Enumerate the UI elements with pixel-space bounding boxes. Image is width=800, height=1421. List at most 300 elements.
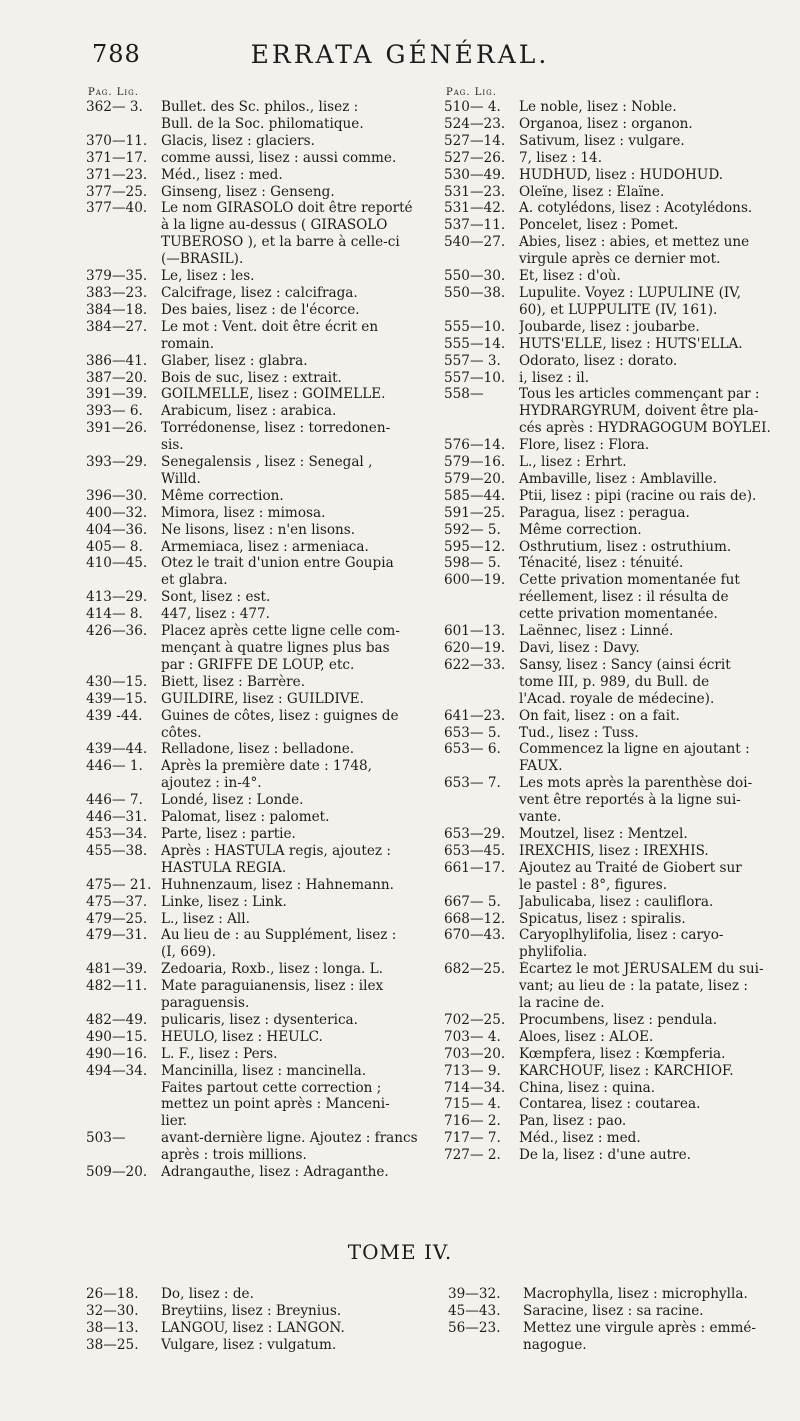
correction-line: China, lisez : quina.	[519, 1079, 656, 1096]
page-line-reference: 455—38.	[86, 842, 148, 859]
page-line-reference: 713— 9.	[444, 1062, 501, 1079]
correction-line: Spicatus, lisez : spiralis.	[519, 910, 686, 927]
errata-entry	[444, 894, 789, 911]
correction-line: paraguensis.	[161, 995, 250, 1012]
running-title: ERRATA GÉNÉRAL.	[250, 40, 550, 69]
page-line-reference: 393— 6.	[86, 403, 143, 420]
page-line-reference: 601—13.	[444, 623, 506, 640]
page-line-reference: 555—14.	[444, 335, 506, 352]
page-line-reference: 410—45.	[86, 555, 148, 572]
errata-entry	[444, 1096, 789, 1113]
correction-line: Willd.	[161, 470, 201, 487]
correction-line: Bois de suc, lisez : extrait.	[161, 369, 342, 386]
correction-text	[161, 911, 431, 928]
correction-text	[519, 826, 789, 843]
correction-line: Après : HASTULA regis, ajoutez :	[161, 842, 391, 859]
correction-line: romain.	[161, 335, 215, 352]
correction-line: FAUX.	[519, 758, 563, 775]
correction-line: cés après : HYDRAGOGUM BOYLEI.	[519, 420, 771, 437]
correction-line: Le, lisez : les.	[161, 268, 255, 285]
page-line-reference: 557—10.	[444, 369, 506, 386]
errata-entry	[86, 961, 431, 978]
errata-entry	[444, 911, 789, 928]
correction-line: 447, lisez : 477.	[161, 606, 270, 623]
correction-line: pulicaris, lisez : dysenterica.	[161, 1011, 358, 1028]
errata-entry	[444, 1012, 789, 1029]
correction-line: Glaber, lisez : glabra.	[161, 352, 308, 369]
page-line-reference: 393—29.	[86, 454, 148, 471]
correction-line: Oleïne, lisez : Élaïne.	[519, 183, 665, 200]
errata-entry	[444, 437, 789, 454]
correction-text	[519, 505, 789, 522]
correction-line: Le mot : Vent. doit être écrit en	[161, 318, 379, 335]
correction-line: Odorato, lisez : dorato.	[519, 352, 678, 369]
page-line-reference: 557— 3.	[444, 352, 501, 369]
errata-entry	[444, 1046, 789, 1063]
page-line-reference: 490—15.	[86, 1028, 148, 1045]
correction-line: Guines de côtes, lisez : guignes de	[161, 707, 399, 724]
page-line-reference: 405— 8.	[86, 538, 143, 555]
correction-text	[519, 488, 789, 505]
page-line-reference: 555—10.	[444, 318, 506, 335]
correction-text	[519, 200, 789, 217]
correction-line: Saracine, lisez : sa racine.	[523, 1302, 704, 1319]
errata-list	[448, 1286, 793, 1354]
correction-text	[161, 420, 431, 454]
correction-text	[161, 505, 431, 522]
correction-text	[519, 1113, 789, 1130]
section-heading: TOME IV.	[347, 1240, 453, 1264]
correction-line: Calcifrage, lisez : calcifraga.	[161, 284, 358, 301]
page-line-reference: 391—26.	[86, 420, 148, 437]
correction-line: Mancinilla, lisez : mancinella.	[161, 1062, 367, 1079]
correction-line: Ajoutez au Traité de Giobert sur	[519, 859, 742, 876]
page-line-reference: 475—37.	[86, 893, 148, 910]
correction-line: GUILDIRE, lisez : GUILDIVE.	[161, 690, 364, 707]
errata-entry	[444, 234, 789, 268]
correction-text	[161, 1320, 431, 1337]
page-line-reference: 404—36.	[86, 521, 148, 538]
errata-entry	[444, 1147, 789, 1164]
correction-line: Sansy, lisez : Sancy (ainsi écrit	[519, 656, 731, 673]
errata-entry	[86, 911, 431, 928]
errata-entry	[448, 1303, 793, 1320]
correction-line: De la, lisez : d'une autre.	[519, 1147, 691, 1164]
errata-entry	[86, 894, 431, 911]
correction-text	[519, 539, 789, 556]
errata-entry	[86, 370, 431, 387]
correction-text	[519, 116, 789, 133]
errata-entry	[444, 217, 789, 234]
errata-entry	[444, 860, 789, 894]
correction-text	[519, 234, 789, 268]
errata-entry	[444, 572, 789, 623]
page-line-reference: 446—31.	[86, 809, 148, 826]
column-heading: Pag. Lig.	[446, 87, 497, 98]
correction-line: L. F., lisez : Pers.	[161, 1045, 278, 1062]
correction-line: Pan, lisez : pao.	[519, 1113, 627, 1130]
page-line-reference: 527—26.	[444, 149, 506, 166]
page-line-reference: 38—25.	[86, 1336, 139, 1353]
page-line-reference: 592— 5.	[444, 521, 501, 538]
correction-text	[161, 539, 431, 556]
correction-line: Aloes, lisez : ALOE.	[519, 1028, 654, 1045]
correction-line: Tud., lisez : Tuss.	[519, 724, 639, 741]
correction-line: Au lieu de : au Supplément, lisez :	[161, 927, 397, 944]
correction-text	[519, 1046, 789, 1063]
page-line-reference: 641—23.	[444, 707, 506, 724]
correction-text	[161, 708, 431, 742]
correction-line: Mate paraguianensis, lisez : ilex	[161, 978, 384, 995]
page-line-reference: 39—32.	[448, 1286, 501, 1302]
correction-text	[161, 826, 431, 843]
page-line-reference: 45—43.	[448, 1302, 501, 1319]
errata-entry	[86, 285, 431, 302]
correction-text	[519, 961, 789, 1012]
correction-text	[519, 927, 789, 961]
correction-line: Relladone, lisez : belladone.	[161, 741, 355, 758]
correction-line: ajoutez : in-4°.	[161, 775, 262, 792]
page-line-reference: 38—13.	[86, 1319, 139, 1336]
correction-line: Mimora, lisez : mimosa.	[161, 504, 326, 521]
errata-entry	[86, 522, 431, 539]
correction-line: IREXCHIS, lisez : IREXHIS.	[519, 842, 709, 859]
errata-entry	[86, 268, 431, 285]
correction-text	[519, 1012, 789, 1029]
correction-text	[161, 978, 431, 1012]
correction-text	[161, 133, 431, 150]
correction-line: Et, lisez : d'où.	[519, 268, 621, 285]
page-line-reference: 524—23.	[444, 115, 506, 132]
page-line-reference: 653—45.	[444, 842, 506, 859]
correction-text	[161, 623, 431, 674]
errata-entry	[444, 1029, 789, 1046]
errata-entry	[86, 319, 431, 353]
errata-entry	[86, 386, 431, 403]
correction-line: Glacis, lisez : glaciers.	[161, 132, 315, 149]
page-line-reference: 494—34.	[86, 1062, 148, 1079]
errata-entry	[86, 708, 431, 742]
correction-text	[519, 353, 789, 370]
errata-entry	[444, 623, 789, 640]
errata-entry	[86, 623, 431, 674]
correction-line: réellement, lisez : il résulta de	[519, 589, 729, 606]
tome-iv-right-column	[448, 1286, 793, 1354]
correction-text	[523, 1303, 793, 1320]
correction-text	[161, 1164, 431, 1181]
errata-entry	[444, 353, 789, 370]
correction-line: Écartez le mot JÉRUSALEM du sui-	[519, 961, 764, 978]
correction-line: côtes.	[161, 724, 202, 741]
errata-entry	[86, 691, 431, 708]
correction-text	[161, 403, 431, 420]
correction-text	[519, 725, 789, 742]
correction-line: Adrangauthe, lisez : Adraganthe.	[161, 1164, 389, 1181]
page-line-reference: 387—20.	[86, 369, 148, 386]
correction-line: Ne lisons, lisez : n'en lisons.	[161, 521, 356, 538]
page-line-reference: 531—23.	[444, 183, 506, 200]
correction-line: Davi, lisez : Davy.	[519, 640, 640, 656]
errata-entry	[86, 674, 431, 691]
page-line-reference: 56—23.	[448, 1319, 501, 1336]
errata-entry	[444, 116, 789, 133]
errata-entry	[444, 488, 789, 505]
correction-text	[161, 454, 431, 488]
page-line-reference: 550—30.	[444, 268, 506, 285]
errata-list	[86, 1286, 431, 1354]
errata-entry	[444, 1130, 789, 1147]
errata-entry	[86, 555, 431, 589]
page-line-reference: 400—32.	[86, 504, 148, 521]
correction-line: la racine de.	[519, 995, 605, 1012]
page-line-reference: 550—38.	[444, 284, 506, 301]
errata-entry	[444, 843, 789, 860]
correction-text	[161, 555, 431, 589]
correction-text	[519, 184, 789, 201]
correction-text	[161, 285, 431, 302]
errata-entry	[86, 1320, 431, 1337]
errata-entry	[86, 302, 431, 319]
page-line-reference: 482—49.	[86, 1011, 148, 1028]
page-line-reference: 370—11.	[86, 132, 148, 149]
correction-line: Huhnenzaum, lisez : Hahnemann.	[161, 876, 394, 893]
page-line-reference: 430—15.	[86, 673, 148, 690]
errata-entry	[86, 99, 431, 133]
errata-list	[86, 99, 431, 1181]
correction-text	[519, 911, 789, 928]
correction-text	[519, 454, 789, 471]
errata-entry	[86, 1046, 431, 1063]
correction-line: TUBEROSO ), et la barre à celle-ci	[161, 234, 400, 251]
correction-text	[161, 522, 431, 539]
tome-iv-left-column	[86, 1286, 431, 1354]
correction-line: Otez le trait d'union entre Goupia	[161, 555, 394, 572]
errata-entry	[448, 1286, 793, 1303]
correction-line: Arabicum, lisez : arabica.	[161, 403, 337, 420]
correction-line: Kœmpfera, lisez : Kœmpferia.	[519, 1045, 726, 1062]
correction-text	[161, 200, 431, 268]
correction-text	[519, 623, 789, 640]
correction-line: Sativum, lisez : vulgare.	[519, 132, 685, 149]
correction-text	[161, 1012, 431, 1029]
correction-line: Même correction.	[519, 521, 642, 538]
errata-entry	[444, 319, 789, 336]
correction-line: 7, lisez : 14.	[519, 149, 603, 166]
correction-line: Poncelet, lisez : Pomet.	[519, 217, 679, 234]
correction-line: Do, lisez : de.	[161, 1286, 254, 1302]
correction-text	[161, 386, 431, 403]
page-line-reference: 653—29.	[444, 825, 506, 842]
correction-line: Méd., lisez : med.	[519, 1130, 641, 1147]
correction-text	[523, 1286, 793, 1303]
correction-text	[161, 606, 431, 623]
correction-text	[519, 285, 789, 319]
correction-text	[519, 843, 789, 860]
correction-text	[519, 1029, 789, 1046]
page-line-reference: 446— 7.	[86, 792, 143, 809]
page-line-reference: 714—34.	[444, 1079, 506, 1096]
correction-line: comme aussi, lisez : aussi comme.	[161, 149, 397, 166]
correction-line: Bullet. des Sc. philos., lisez :	[161, 99, 359, 115]
correction-text	[519, 167, 789, 184]
correction-line: à la ligne au-dessus ( GIRASOLO	[161, 217, 388, 234]
correction-line: (I, 669).	[161, 944, 216, 961]
correction-line: Senegalensis , lisez : Senegal ,	[161, 454, 373, 471]
page-line-reference: 527—14.	[444, 132, 506, 149]
page-line-reference: 531—42.	[444, 200, 506, 217]
correction-line: Jabulicaba, lisez : cauliflora.	[519, 893, 714, 910]
errata-entry	[444, 454, 789, 471]
page-number: 788	[92, 40, 141, 68]
errata-entry	[86, 589, 431, 606]
errata-entry	[86, 809, 431, 826]
correction-line: Mettez une virgule après : emmé-	[523, 1319, 756, 1336]
page-line-reference: 540—27.	[444, 234, 506, 251]
errata-entry	[444, 775, 789, 826]
correction-text	[161, 877, 431, 894]
errata-entry	[444, 927, 789, 961]
page-line-reference: 622—33.	[444, 656, 506, 673]
correction-text	[161, 741, 431, 758]
correction-line: Organoa, lisez : organon.	[519, 115, 693, 132]
correction-text	[519, 775, 789, 826]
correction-text	[519, 268, 789, 285]
errata-entry	[444, 522, 789, 539]
correction-text	[519, 386, 789, 437]
correction-text	[161, 927, 431, 961]
correction-text	[161, 1303, 431, 1320]
page-line-reference: 670—43.	[444, 927, 506, 944]
page-line-reference: 439—44.	[86, 741, 148, 758]
correction-text	[519, 150, 789, 167]
correction-line: Tous les articles commençant par :	[519, 386, 760, 403]
page-line-reference: 377—40.	[86, 200, 148, 217]
page-line-reference: 26—18.	[86, 1286, 139, 1302]
correction-text	[161, 353, 431, 370]
page-line-reference: 703— 4.	[444, 1028, 501, 1045]
correction-text	[519, 555, 789, 572]
correction-text	[161, 1029, 431, 1046]
errata-entry	[444, 657, 789, 708]
correction-line: Bull. de la Soc. philomatique.	[161, 115, 364, 132]
correction-line: Londé, lisez : Londe.	[161, 792, 304, 809]
correction-line: Caryoplhylifolia, lisez : caryo-	[519, 927, 724, 944]
correction-text	[519, 522, 789, 539]
correction-line: Faites partout cette correction ;	[161, 1079, 382, 1096]
errata-entry	[86, 877, 431, 894]
correction-text	[161, 894, 431, 911]
errata-entry	[444, 741, 789, 775]
errata-entry	[444, 99, 789, 116]
errata-entry	[86, 758, 431, 792]
page-line-reference: 479—25.	[86, 910, 148, 927]
correction-text	[161, 150, 431, 167]
correction-line: Flore, lisez : Flora.	[519, 437, 650, 454]
correction-text	[161, 843, 431, 877]
correction-text	[161, 1337, 431, 1354]
page-line-reference: 384—27.	[86, 318, 148, 335]
errata-entry	[86, 843, 431, 877]
errata-entry	[444, 336, 789, 353]
correction-line: (—BRASIL).	[161, 251, 244, 268]
correction-text	[161, 268, 431, 285]
errata-entry	[86, 133, 431, 150]
errata-entry	[86, 1164, 431, 1181]
correction-line: Cette privation momentanée fut	[519, 572, 740, 589]
page-line-reference: 479—31.	[86, 927, 148, 944]
page-line-reference: 598— 5.	[444, 555, 501, 572]
correction-text	[161, 809, 431, 826]
correction-text	[161, 1286, 431, 1303]
correction-text	[519, 1096, 789, 1113]
correction-line: Ténacité, lisez : ténuité.	[519, 555, 684, 572]
correction-line: Macrophylla, lisez : microphylla.	[523, 1286, 748, 1302]
errata-entry	[444, 555, 789, 572]
correction-text	[519, 1147, 789, 1164]
correction-line: Palomat, lisez : palomet.	[161, 809, 330, 826]
errata-entry	[444, 150, 789, 167]
errata-entry	[86, 505, 431, 522]
errata-entry	[444, 725, 789, 742]
errata-entry	[444, 268, 789, 285]
page-line-reference: 591—25.	[444, 504, 506, 521]
errata-entry	[86, 1337, 431, 1354]
correction-line: Même correction.	[161, 487, 284, 504]
correction-line: HEULO, lisez : HEULC.	[161, 1028, 323, 1045]
errata-entry	[86, 454, 431, 488]
correction-text	[519, 708, 789, 725]
correction-line: tome III, p. 989, du Bull. de	[519, 673, 710, 690]
errata-entry	[444, 505, 789, 522]
page-line-reference: 481—39.	[86, 961, 148, 978]
errata-entry	[444, 961, 789, 1012]
errata-entry	[86, 606, 431, 623]
correction-text	[519, 1063, 789, 1080]
page-line-reference: 396—30.	[86, 487, 148, 504]
errata-entry	[86, 741, 431, 758]
correction-line: et glabra.	[161, 572, 228, 589]
page-line-reference: 413—29.	[86, 589, 148, 606]
correction-line: sis.	[161, 437, 184, 454]
correction-line: 60), et LUPPULITE (IV, 161).	[519, 301, 718, 318]
errata-entry	[444, 370, 789, 387]
correction-line: vant; au lieu de : la patate, lisez :	[519, 978, 748, 995]
errata-entry	[444, 708, 789, 725]
page-line-reference: 439—15.	[86, 690, 148, 707]
correction-line: Vulgare, lisez : vulgatum.	[161, 1336, 337, 1353]
page-line-reference: 715— 4.	[444, 1096, 501, 1113]
correction-line: GOILMELLE, lisez : GOIMELLE.	[161, 386, 386, 403]
correction-line: Contarea, lisez : coutarea.	[519, 1096, 701, 1113]
errata-entry	[444, 1080, 789, 1097]
correction-line: vante.	[519, 809, 562, 826]
errata-entry	[86, 488, 431, 505]
page-line-reference: 653— 7.	[444, 775, 501, 792]
page-line-reference: 377—25.	[86, 183, 148, 200]
correction-line: Zedoaria, Roxb., lisez : longa. L.	[161, 961, 384, 978]
page-line-reference: 600—19.	[444, 572, 506, 589]
errata-list	[444, 99, 789, 1164]
correction-line: Le noble, lisez : Noble.	[519, 99, 677, 115]
correction-line: Parte, lisez : partie.	[161, 825, 296, 842]
errata-entry	[444, 471, 789, 488]
correction-line: Moutzel, lisez : Mentzel.	[519, 825, 688, 842]
correction-line: Joubarde, lisez : joubarbe.	[519, 318, 700, 335]
errata-entry	[86, 1286, 431, 1303]
page-line-reference: 490—16.	[86, 1045, 148, 1062]
correction-text	[161, 99, 431, 133]
errata-entry	[444, 1063, 789, 1080]
